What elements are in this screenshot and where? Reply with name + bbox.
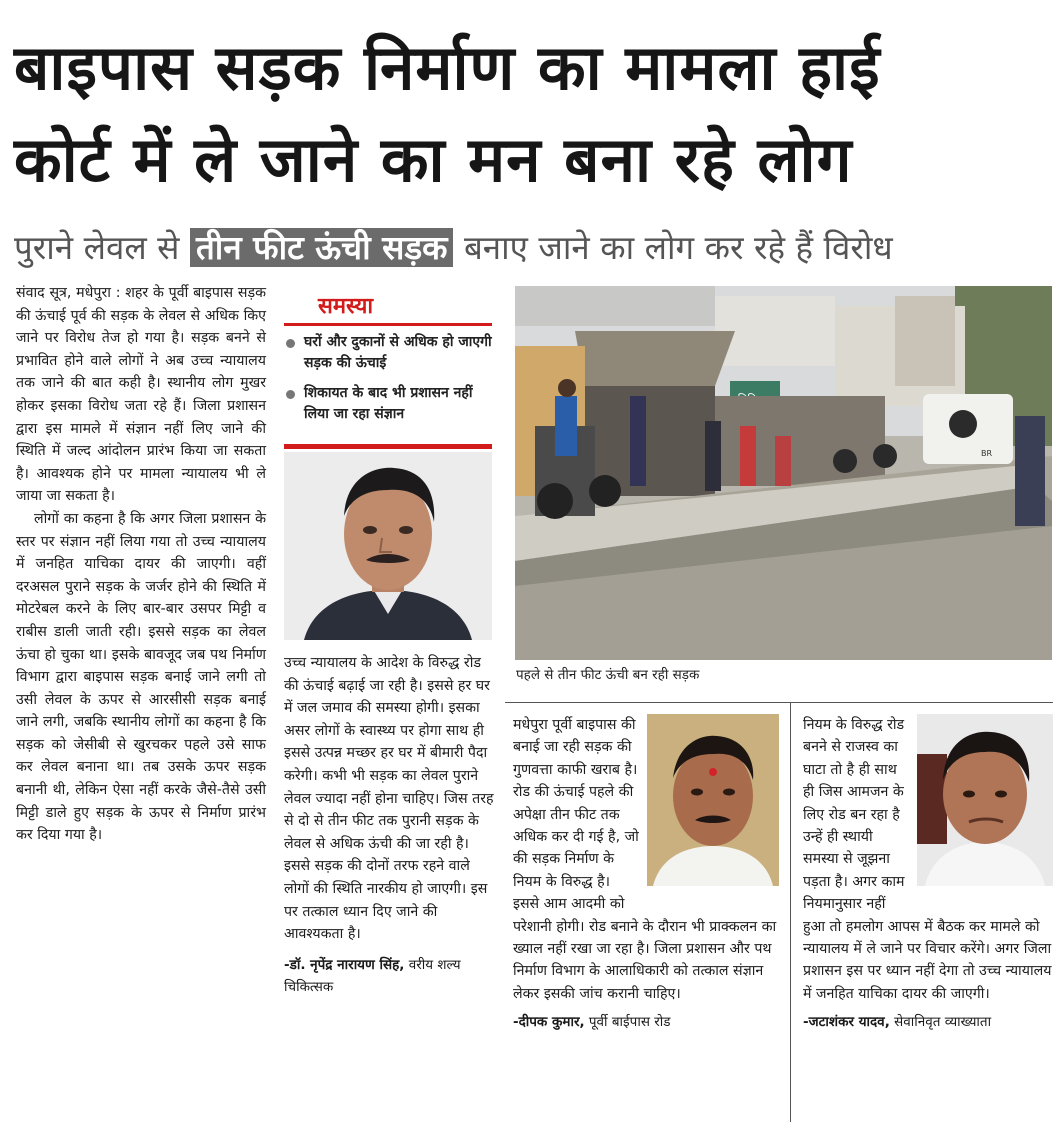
deepak-quote-text: मधेपुरा पूर्वी बाइपास की बनाई जा रही सड़क की गुणवत्ता काफी खराब है। रोड की ऊंचाई पहले की अपेक्षा तीन फीट तक अधिक कर दी गई है, जो की सड़क निर्माण के नियम के विरुद्ध है। इससे आम आदमी को परेशानी होगी। रोड बनाने के दौरान भी प्राक्कलन का ख्याल नहीं रखा जा रहा है। जिला प्रशासन और पथ निर्माण विभाग के आलाधिकारी को तत्काल संज्ञान लेकर इसकी जांच करानी चाहिए। [513,717,777,1002]
headline-line-1: बाइपास सड़क निर्माण का मामला हाई [14,31,881,104]
quotes-top-rule [505,702,1053,703]
main-story-paragraph-2: लोगों का कहना है कि अगर जिला प्रशासन के स्तर पर संज्ञान नहीं लिया गया तो उच्च न्यायालय में जनहित याचिका दायर की जाएगी। वहीं दरअसल पुराने सड़क के जर्जर होने की स्थिति में मोटरेबल करने के लिए बार-बार उसपर मिट्टी व राबीस डाली जाती रही। इससे सड़क का लेवल ऊंचा हो चुका था। इसके बावजूद जब पथ निर्माण विभाग द्वारा बाइपास सड़क बनाई जाने लगी तो उसी लेवल के ऊपर से आरसीसी सड़क बनाई जाने लगी, जबकि स्थानीय लोगों का कहना है कि सड़क को जेसीबी से खुरचकर पहले उसे साफ कर लेवल बनाना था। तब उसके ऊपर सड़क बनानी थी, लेकिन ऐसा नहीं करके जैसे-तैसे उसी मिट्टी डाले हुए सड़क के ऊपर से निर्माण प्रारंभ कर दिया गया है। [16,510,266,844]
jatashankar-signature [803,1011,1053,1033]
headline [14,22,1049,206]
deepak-signature [513,1011,779,1033]
subheadline-after: बनाए जाने का लोग कर रहे हैं विरोध [453,228,893,267]
doctor-portrait [284,452,492,640]
headline-line-2: कोर्ट में ले जाने का मन बना रहे लोग [14,123,853,196]
doctor-role: वरीय शल्य चिकित्सक [284,956,461,996]
deepak-portrait [647,714,779,893]
problem-box-bottom-rule [284,444,492,449]
problem-item: घरों और दुकानों से अधिक हो जाएगी सड़क की ऊंचाई [284,332,494,374]
jatashankar-portrait [917,714,1053,893]
deepak-role: पूर्वी बाईपास रोड [584,1014,671,1031]
jatashankar-name: -जटाशंकर यादव, [803,1014,890,1031]
quotes-column-divider [790,702,791,1122]
main-story [16,282,266,847]
doctor-signature [284,954,496,999]
problem-box-divider [284,323,492,326]
subheadline [14,226,1049,270]
doctor-quote-text: उच्च न्यायालय के आदेश के विरुद्ध रोड की ऊंचाई बढ़ाई जा रही है। इससे हर घर में जल जमाव की समस्या होगी। इसका असर लोगों के स्वास्थ्य पर होगा साथ ही इससे उत्पन्न मच्छर हर घर में बीमारी पैदा करेगी। कभी भी सड़क का लेवल पुराने लेवल ज्यादा नहीं होना चाहिए। जिस तरह से दो से तीन फीट तक पुरानी सड़क के लेवल से अधिक ऊंची की जा रही है। इससे सड़क की दोनों तरफ रहने वाले लोगों की स्थिति नारकीय हो जाएगी। इस पर तत्काल ध्यान दिए जाने की आवश्यकता है। [284,655,494,943]
problem-box-title: समस्या [318,294,374,319]
photo-caption: पहले से तीन फीट ऊंची बन रही सड़क [516,667,700,683]
deepak-name: -दीपक कुमार, [513,1014,585,1031]
deepak-quote [513,714,779,1034]
photo-plate-text: BR [981,449,993,458]
jatashankar-quote-text: नियम के विरुद्ध रोड बनने से राजस्व का घाटा तो है ही साथ ही जिस आमजन के लिए रोड बन रहा है उन्हें ही स्थायी समस्या से जूझना पड़ता है। अगर काम नियमानुसार नहीं हुआ तो हमलोग आपस में बैठक कर मामले को न्यायालय में ले जाने पर विचार करेंगे। अगर जिला प्रशासन इस पर ध्यान नहीं देगा तो उच्च न्यायालय में जनहित याचिका दायर की जाएगी। [803,717,1052,1002]
doctor-quote [284,652,496,999]
jatashankar-role: सेवानिवृत व्याख्याता [889,1014,992,1031]
road-photo [515,286,1052,660]
subheadline-highlight: तीन फीट ऊंची सड़क [190,228,453,267]
main-story-paragraph-1: संवाद सूत्र, मधेपुरा : शहर के पूर्वी बाइपास सड़क की ऊंचाई पूर्व की सड़क के लेवल से अधिक किए जाने पर विरोध तेज हो गया है। सड़क बनने से प्रभावित होने वाले लोगों ने अब उच्च न्यायालय तक जाने की बात कही है। स्थानीय लोग मुखर होकर इसका विरोध जता रहे हैं। जिला प्रशासन द्वारा इस मामले में संज्ञान नहीं लिए जाने की स्थिति में जल्द आंदोलन प्रारंभ किया जा सकता है। आवश्यक होने पर मामला न्यायालय भी ले जाया जा सकता है। [16,285,266,505]
doctor-name: -डॉ. नृपेंद्र नारायण सिंह, [284,956,405,973]
jatashankar-quote [803,714,1053,1034]
subheadline-before: पुराने लेवल से [14,228,190,267]
problem-item: शिकायत के बाद भी प्रशासन नहीं लिया जा रहा संज्ञान [284,383,494,425]
problem-list [284,332,494,434]
